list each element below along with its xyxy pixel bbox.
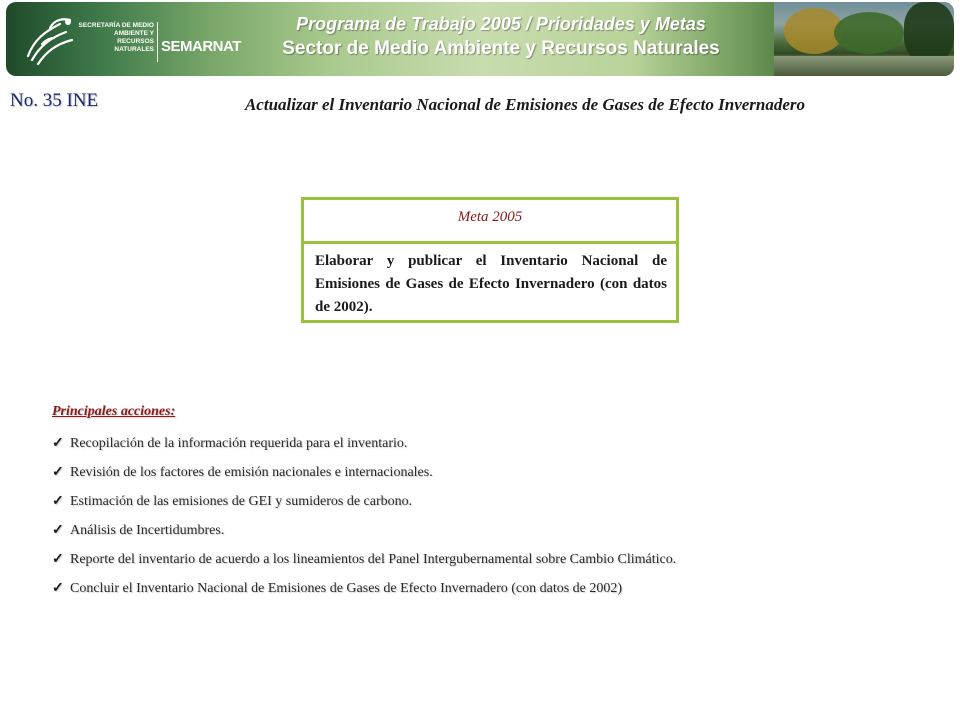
logo-divider xyxy=(157,22,158,62)
list-item xyxy=(52,574,872,603)
list-item xyxy=(52,458,872,487)
banner-title xyxy=(206,12,796,62)
list-item xyxy=(52,545,872,574)
checkmark-icon: ✓ xyxy=(52,494,64,509)
sector-title: Sector de Medio Ambiente y Recursos Naturales xyxy=(282,38,720,59)
semarnat-logo xyxy=(20,8,241,72)
document-number: No. 35 INE xyxy=(10,90,99,111)
checkmark-icon: ✓ xyxy=(52,436,64,451)
action-text: Reporte del inventario de acuerdo a los lineamientos del Panel Intergubernamental sobre Cambio Climático. xyxy=(70,551,677,567)
list-item xyxy=(52,516,872,545)
list-item xyxy=(52,487,872,516)
eagle-emblem-icon xyxy=(20,10,80,70)
actions-section xyxy=(52,404,872,603)
landscape-photo xyxy=(774,2,954,76)
checkmark-icon: ✓ xyxy=(52,581,64,596)
action-text: Revisión de los factores de emisión nacionales e internacionales. xyxy=(70,464,433,480)
checkmark-icon: ✓ xyxy=(52,552,64,567)
action-text: Concluir el Inventario Nacional de Emisiones de Gases de Efecto Invernadero (con datos de 2002) xyxy=(70,580,623,596)
checkmark-icon: ✓ xyxy=(52,523,64,538)
goal-heading: Meta 2005 xyxy=(304,200,676,244)
action-text: Recopilación de la información requerida para el inventario. xyxy=(70,435,408,451)
document-title: Actualizar el Inventario Nacional de Emisiones de Gases de Efecto Invernadero xyxy=(244,95,806,114)
goal-box xyxy=(301,197,679,323)
checkmark-icon: ✓ xyxy=(52,465,64,480)
goal-body: Elaborar y publicar el Inventario Nacional de Emisiones de Gases de Efecto Invernadero (con datos de 2002). xyxy=(315,253,667,315)
action-text: Análisis de Incertidumbres. xyxy=(70,522,225,538)
program-title: Programa de Trabajo 2005 / Prioridades y Metas xyxy=(296,14,706,34)
logo-text: SECRETARÍA DE MEDIO AMBIENTE Y RECURSOS NATURALES xyxy=(78,22,154,53)
logo-brand: SEMARNAT xyxy=(161,38,241,55)
header-banner xyxy=(6,2,954,76)
list-item xyxy=(52,429,872,458)
actions-heading: Principales acciones: xyxy=(52,404,176,419)
action-text: Estimación de las emisiones de GEI y sumideros de carbono. xyxy=(70,493,413,509)
